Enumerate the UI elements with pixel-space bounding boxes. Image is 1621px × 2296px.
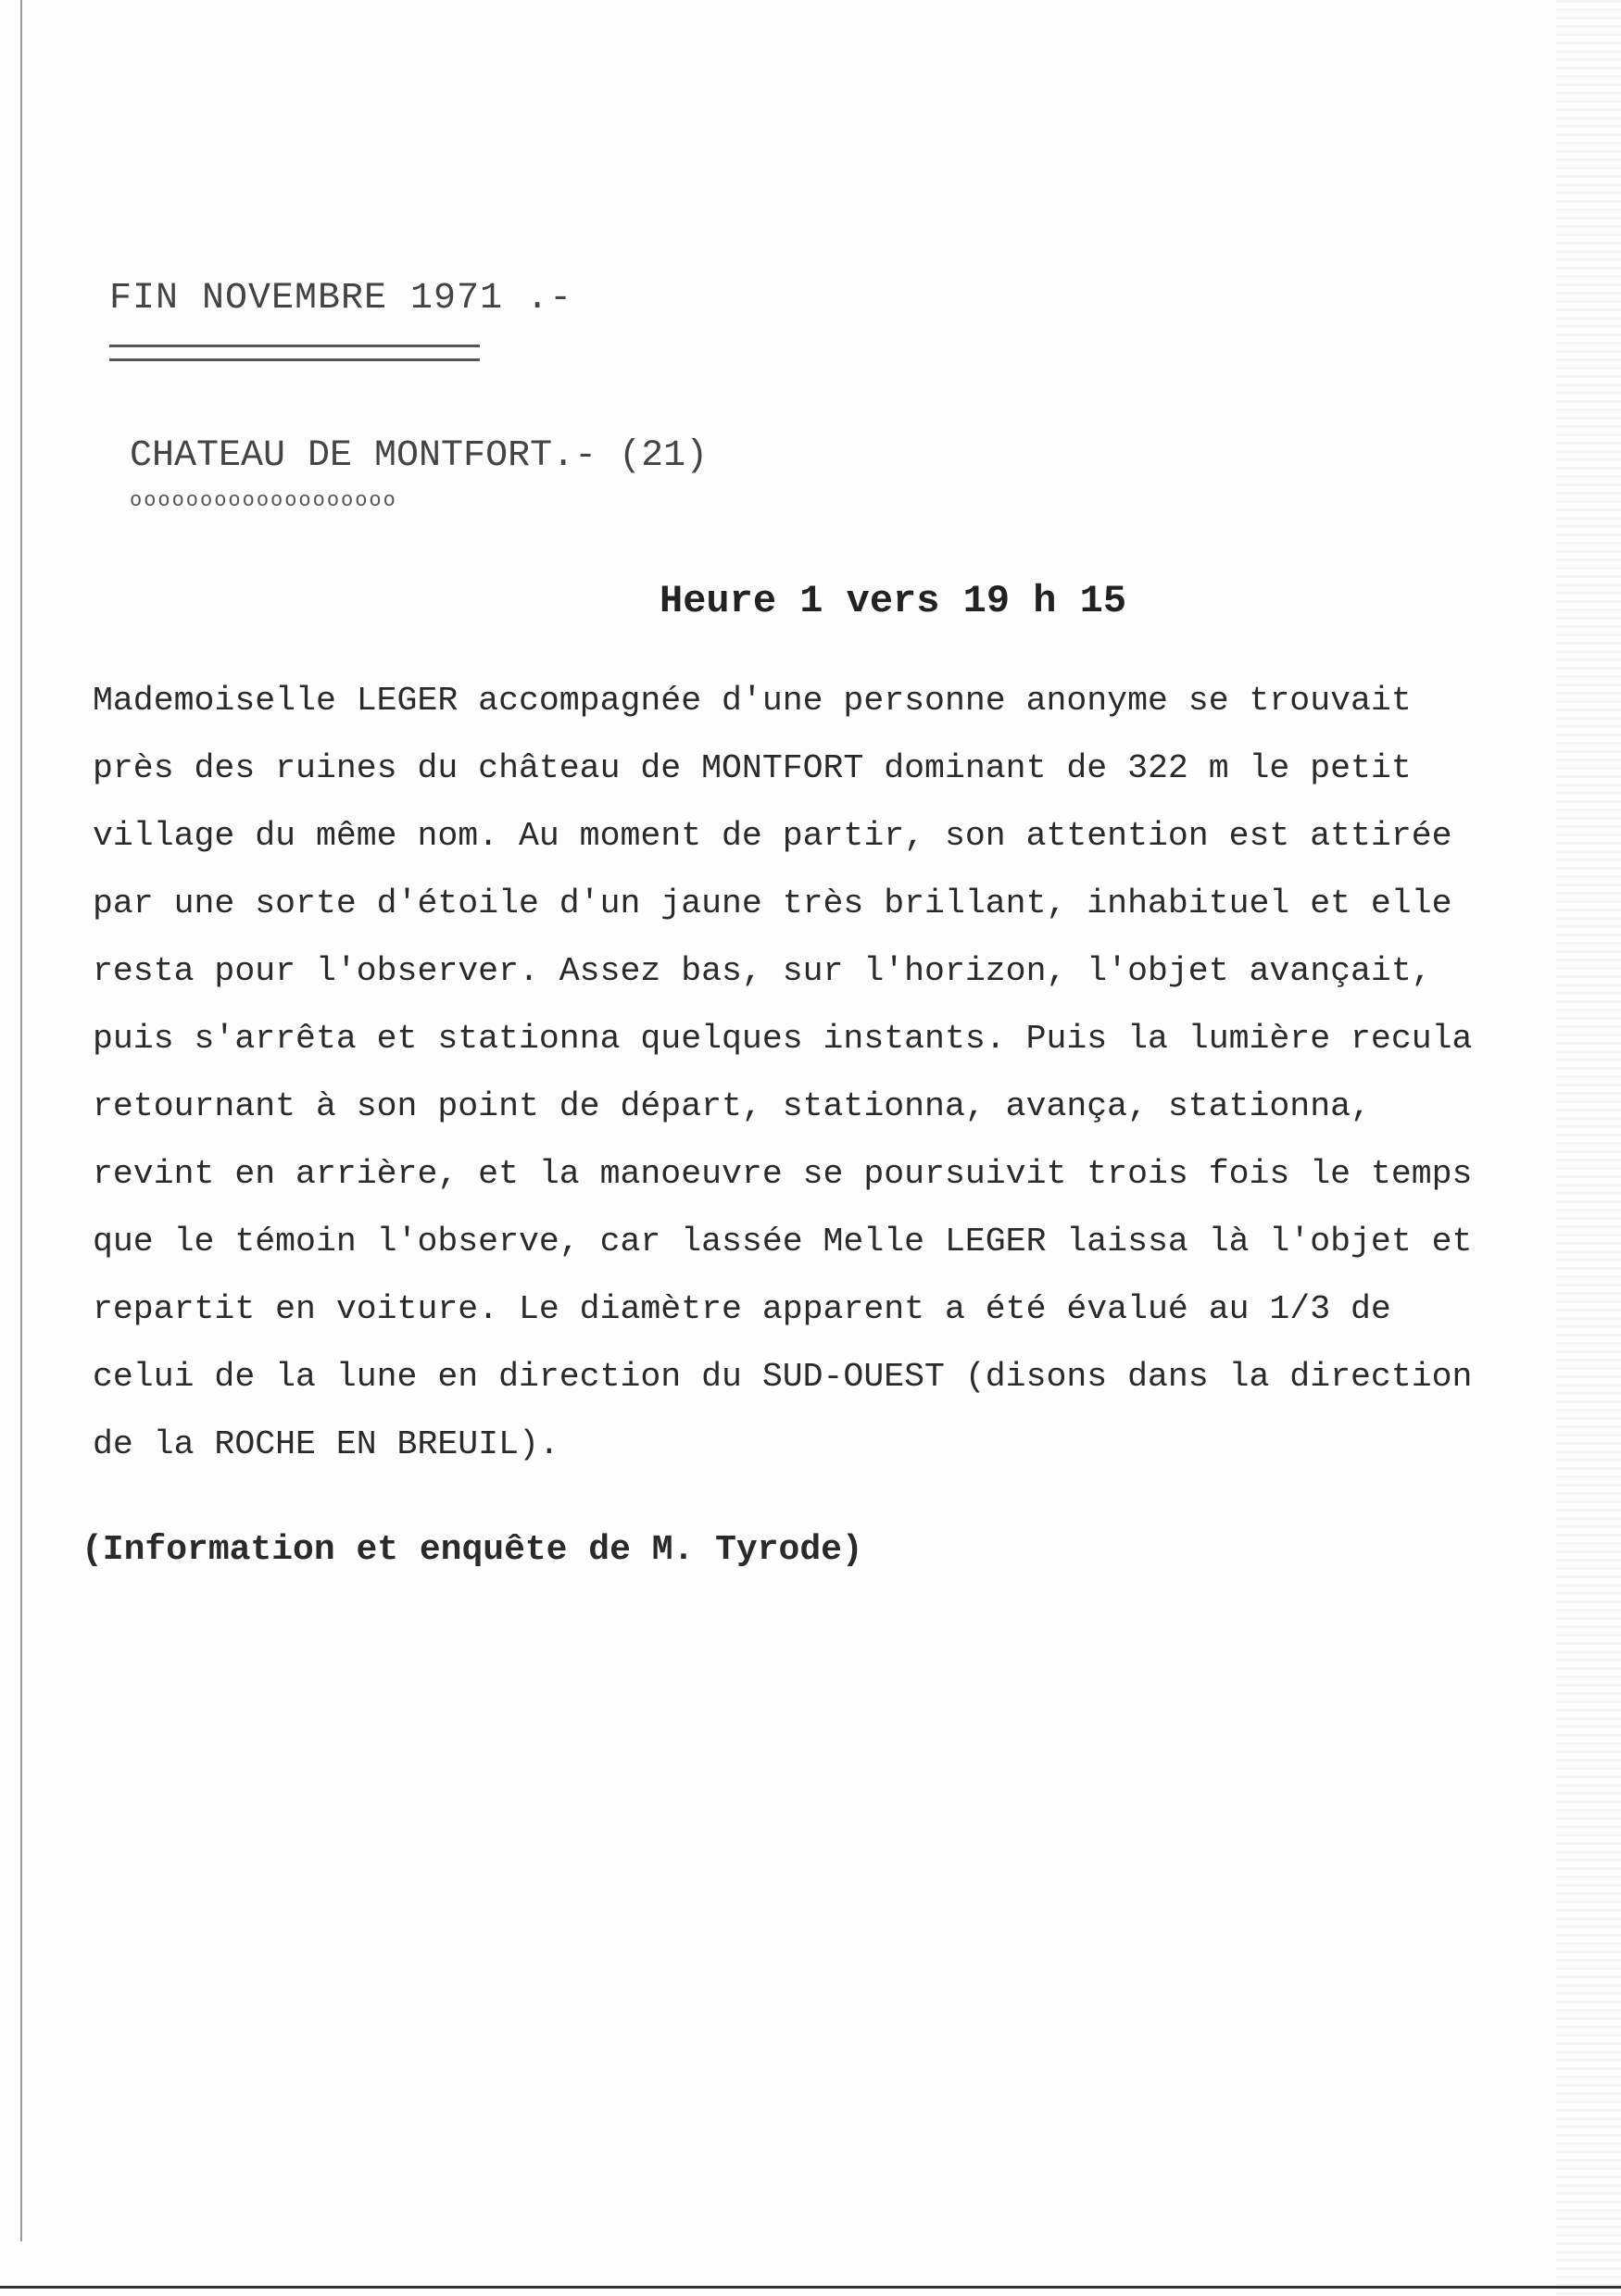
body-line: Mademoiselle LEGER accompagnée d'une personne anonyme se trouvait: [93, 682, 1412, 720]
location-heading: CHATEAU DE MONTFORT.- (21): [130, 435, 709, 477]
location-heading-underline: ooooooooooooooooooo: [130, 489, 397, 512]
body-line: revint en arrière, et la manoeuvre se poursuivit trois fois le temps: [93, 1155, 1473, 1193]
date-heading: FIN NOVEMBRE 1971 .-: [109, 278, 573, 320]
body-line: celui de la lune en direction du SUD-OUEST (disons dans la direction: [93, 1358, 1473, 1396]
page-bottom-edge: [0, 2286, 1621, 2289]
body-line: village du même nom. Au moment de partir, son attention est attirée: [93, 817, 1452, 855]
report-body: [93, 667, 1602, 1478]
body-line: que le témoin l'observe, car lassée Melle LEGER laissa là l'objet et: [93, 1223, 1473, 1261]
body-line: près des ruines du château de MONTFORT dominant de 322 m le petit: [93, 749, 1412, 787]
attribution: (Information et enquête de M. Tyrode): [82, 1530, 863, 1570]
body-line: resta pour l'observer. Assez bas, sur l'horizon, l'objet avançait,: [93, 952, 1432, 990]
body-line: repartit en voiture. Le diamètre apparent a été évalué au 1/3 de: [93, 1290, 1391, 1328]
time-heading: Heure 1 vers 19 h 15: [660, 579, 1127, 623]
date-heading-double-underline: [109, 345, 480, 361]
body-line: retournant à son point de départ, stationna, avança, stationna,: [93, 1087, 1371, 1125]
page-left-edge: [20, 0, 22, 2241]
body-line: puis s'arrêta et stationna quelques instants. Puis la lumière recula: [93, 1020, 1473, 1058]
body-line: par une sorte d'étoile d'un jaune très brillant, inhabituel et elle: [93, 885, 1452, 922]
body-line: de la ROCHE EN BREUIL).: [93, 1425, 559, 1463]
